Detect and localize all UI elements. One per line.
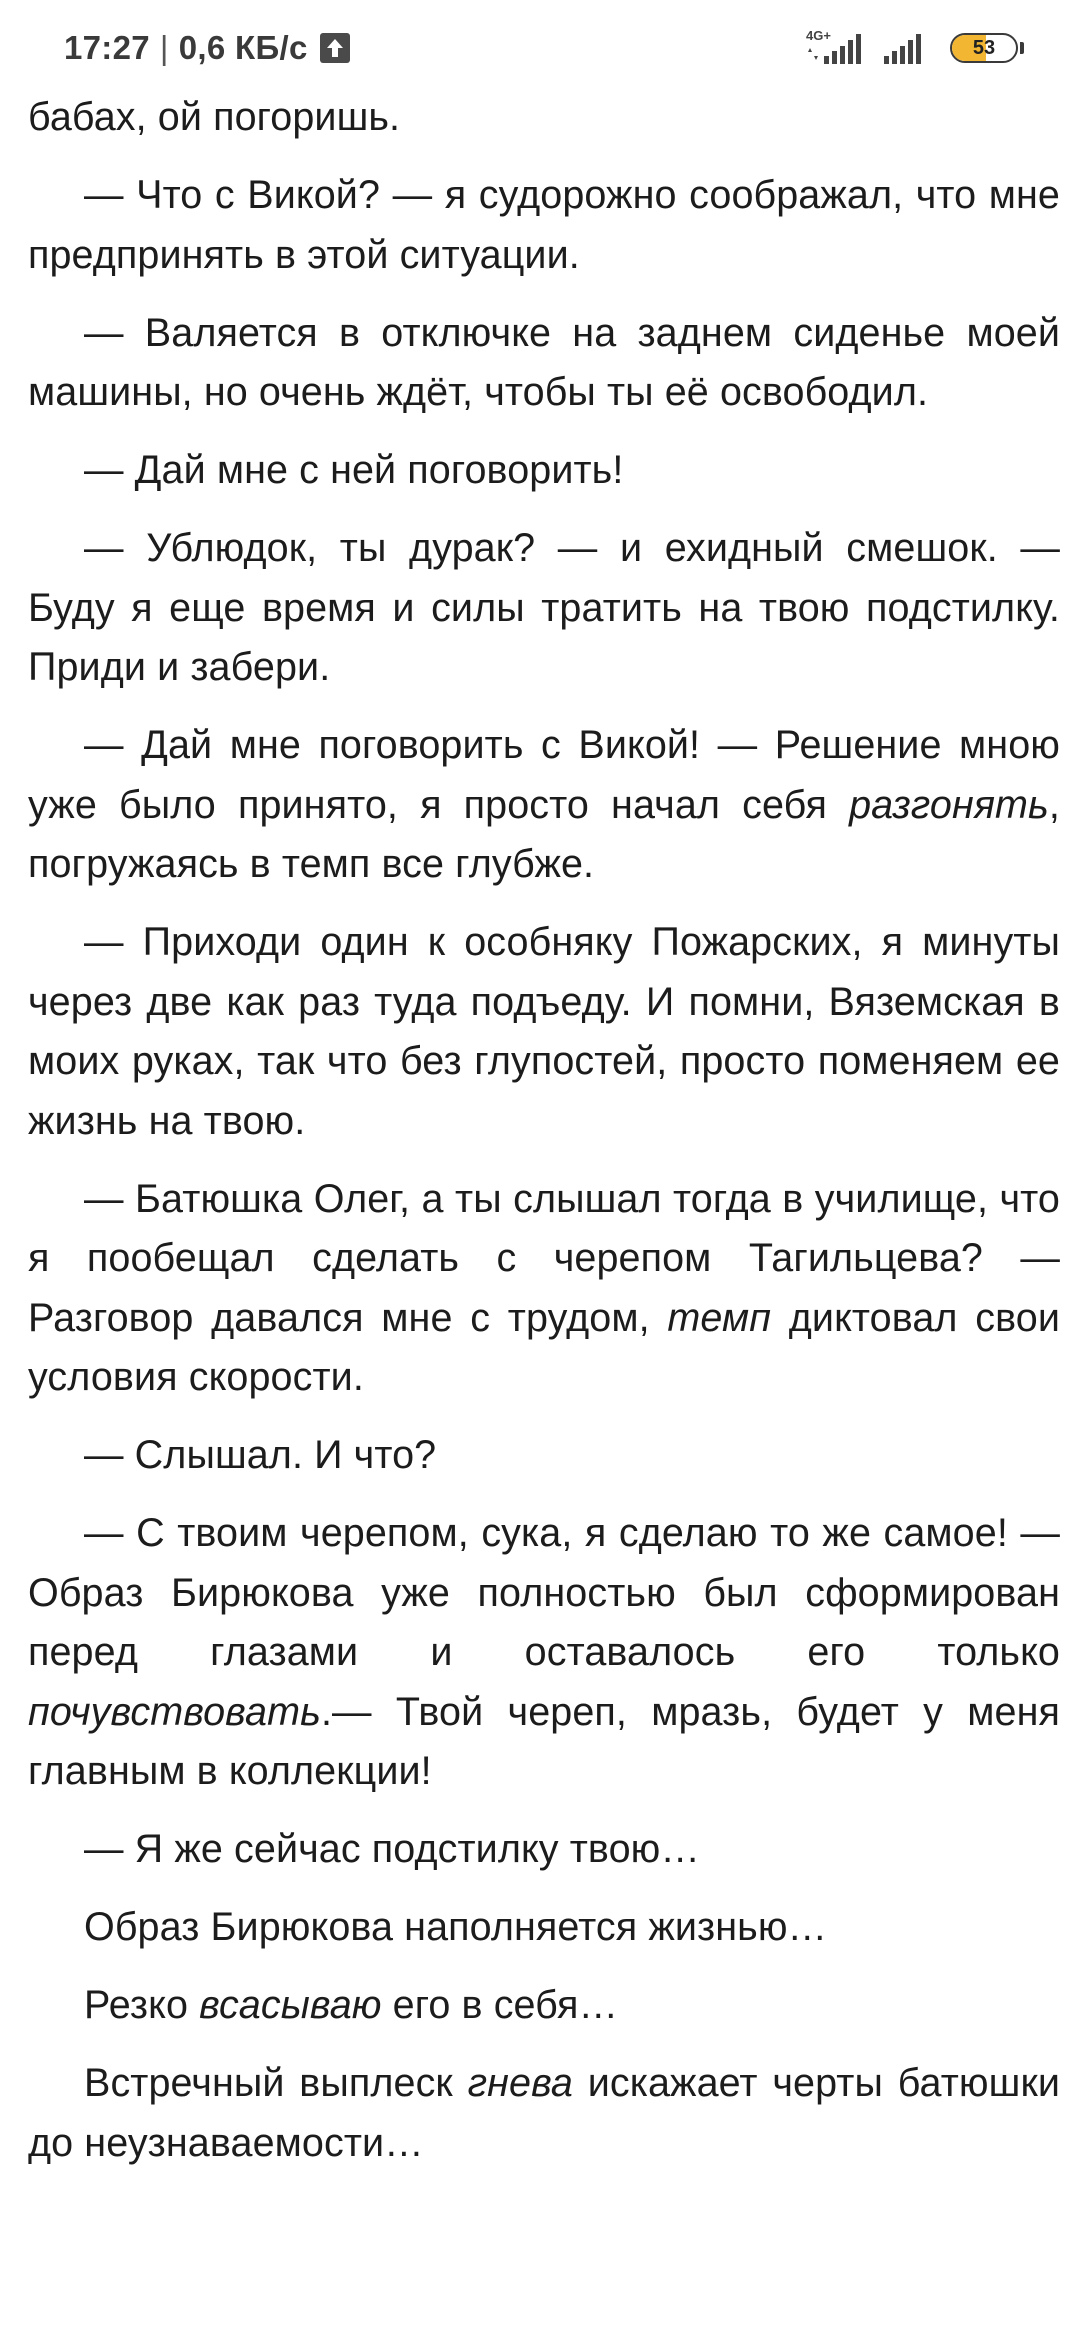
text-run: Резко [84, 1983, 200, 2027]
italic-run: почувствовать [28, 1689, 321, 1734]
paragraph [28, 519, 1060, 698]
signal-icon [882, 30, 928, 66]
status-left [64, 29, 350, 67]
italic-run: темп [667, 1295, 772, 1340]
upload-icon [320, 33, 350, 63]
net-speed: 0,6 КБ/с [178, 29, 308, 66]
battery-icon [950, 33, 1018, 63]
text-run: — Я же сейчас подстилку твою… [84, 1827, 700, 1871]
text-run: — Валяется в отключке на заднем сиденье моей машины, но очень ждёт, чтобы ты её освободил. [28, 310, 1060, 414]
paragraph [28, 1504, 1060, 1802]
battery-level: 53 [972, 36, 996, 59]
reader-text [28, 88, 1060, 2192]
status-right [804, 30, 1024, 66]
paragraph [28, 1820, 1060, 1880]
paragraph [28, 166, 1060, 285]
paragraph [28, 913, 1060, 1151]
network-type-label: 4G+ [806, 28, 831, 43]
paragraph [28, 2054, 1060, 2173]
text-run: Образ Бирюкова наполняется жизнью… [84, 1905, 828, 1949]
text-run: — Слышал. И что? [84, 1433, 437, 1477]
text-run: диктовал свои условия скорости. [28, 1295, 1060, 1399]
paragraph [28, 1426, 1060, 1486]
battery-tip [1020, 42, 1024, 54]
text-run: его в себя… [381, 1983, 619, 2027]
text-run: — Что с Викой? — я судорожно соображал, что мне предпринять в этой ситуации. [28, 173, 1060, 277]
text-run: .— Твой череп, мразь, будет у меня главным в коллекции! [28, 1689, 1060, 1793]
text-run: — Приходи один к особняку Пожарских, я минуты через две как раз туда подъеду. И помни, Вяземская в моих руках, так что без глупостей, просто поменяем ее жизнь на твою. [28, 920, 1060, 1143]
text-run: — Дай мне с ней поговорить! [84, 448, 624, 492]
status-separator: | [159, 29, 169, 66]
paragraph [28, 716, 1060, 895]
text-run: искажает черты батюшки до неузнаваемости… [28, 2061, 1060, 2165]
text-run: — Ублюдок, ты дурак? — и ехидный смешок. — Буду я еще время и силы тратить на твою подстилку. Приди и забери. [28, 526, 1060, 689]
paragraph [28, 1170, 1060, 1408]
status-time: 17:27 [64, 29, 150, 66]
italic-run: разгонять [849, 782, 1049, 827]
italic-run: гнева [467, 2061, 573, 2105]
italic-run: всасываю [199, 1983, 382, 2027]
paragraph [28, 88, 1060, 148]
paragraph [28, 304, 1060, 423]
status-bar [0, 0, 1080, 96]
paragraph [28, 1976, 1060, 2036]
text-run: , погружаясь в темп все глубже. [28, 782, 1060, 886]
signal-4g-icon [804, 30, 866, 66]
text-run: — Батюшка Олег, а ты слышал тогда в училище, что я пообещал сделать с черепом Тагильцева? — Разговор давался мне с трудом, [28, 1176, 1060, 1340]
text-run: — С твоим черепом, сука, я сделаю то же самое! — Образ Бирюкова уже полностью был сформирован перед глазами и оставалось его только [28, 1511, 1060, 1674]
paragraph [28, 1898, 1060, 1958]
text-run: бабах, ой погоришь. [28, 95, 401, 139]
text-run: Встречный выплеск [84, 2061, 468, 2105]
text-run: — Дай мне поговорить с Викой! — Решение мною уже было принято, я просто начал себя [28, 723, 1060, 827]
paragraph [28, 441, 1060, 501]
